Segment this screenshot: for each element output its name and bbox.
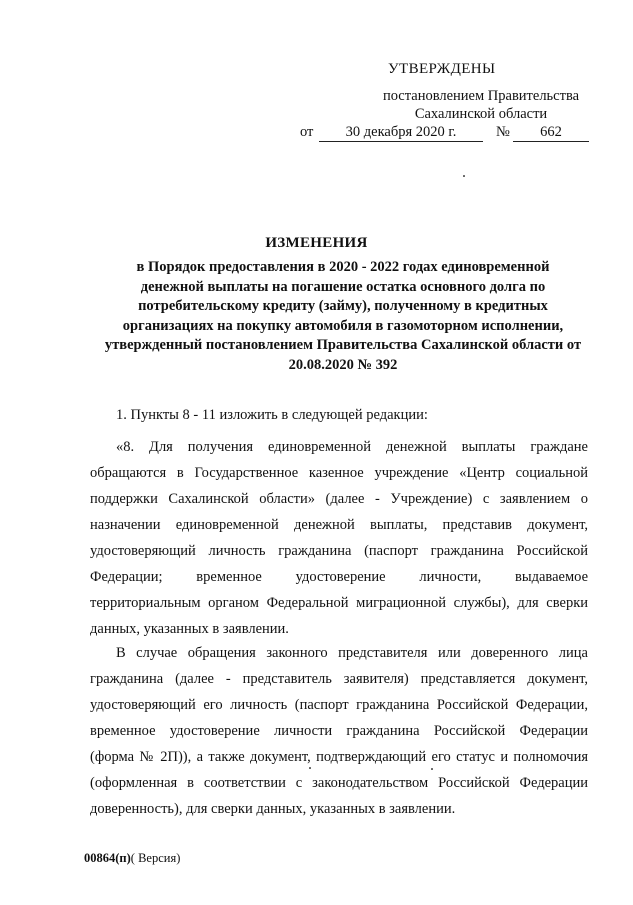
- approval-number: 662: [513, 124, 589, 142]
- paragraph-line: временное удостоверение личности гражданина Российской Федерации: [90, 723, 588, 739]
- approval-number-sign: №: [496, 124, 510, 140]
- paragraph-line: (оформленная в соответствии с законодательством Российской Федерации: [90, 775, 588, 791]
- point-1: [116, 402, 606, 428]
- paragraph-line: Федерации; временное удостоверение личности, выдаваемое: [90, 569, 588, 585]
- subtitle-line: организациях на покупку автомобиля в газомоторном исполнении,: [122, 317, 564, 334]
- scan-speck: [463, 175, 465, 177]
- approval-line-government: постановлением Правительства: [382, 88, 580, 104]
- approval-date-row: [300, 124, 600, 144]
- paragraph-line: гражданина (далее - представитель заявителя) представляется документ,: [90, 671, 588, 687]
- paragraph-line: (форма № 2П)), а также документ, подтверждающий его статус и полномочия: [90, 749, 588, 765]
- scan-speck: [309, 767, 311, 769]
- point-1-text: 1. Пункты 8 - 11 изложить в следующей редакции:: [116, 407, 428, 423]
- paragraph-line: доверенность), для сверки данных, указанных в заявлении.: [90, 801, 456, 817]
- paragraph-line: удостоверяющий личность гражданина (паспорт гражданина Российской: [90, 543, 588, 559]
- approval-from-label: от: [300, 124, 314, 140]
- document-subtitle: [78, 258, 608, 376]
- paragraph-line: обращаются в Государственное казенное учреждение «Центр социальной: [90, 465, 588, 481]
- subtitle-line: утвержденный постановлением Правительства Сахалинской области от: [104, 337, 582, 354]
- paragraph-line: назначении единовременной денежной выплаты, представив документ,: [90, 517, 588, 533]
- approval-date: 30 декабря 2020 г.: [319, 124, 483, 142]
- approval-title: УТВЕРЖДЕНЫ: [388, 61, 496, 77]
- scan-speck: [431, 768, 433, 770]
- paragraph-line: территориальным органом Федеральной миграционной службы), для сверки: [90, 595, 588, 611]
- footer-version: ( Версия): [130, 851, 181, 865]
- paragraph-line: «8. Для получения единовременной денежной выплаты граждане: [116, 439, 588, 455]
- paragraph-representative: [90, 640, 588, 822]
- subtitle-line: денежной выплаты на погашение остатка основного долга по: [140, 278, 546, 295]
- paragraph-line: удостоверяющий его личность (паспорт гражданина Российской Федерации,: [90, 697, 588, 713]
- paragraph-line: В случае обращения законного представителя или доверенного лица: [116, 645, 588, 661]
- footer-document-code: [84, 851, 180, 866]
- document-title: ИЗМЕНЕНИЯ: [265, 235, 368, 251]
- paragraph-line: поддержки Сахалинской области» (далее - Учреждение) с заявлением о: [90, 491, 588, 507]
- subtitle-line: в Порядок предоставления в 2020 - 2022 годах единовременной: [136, 259, 550, 275]
- footer-code: 00864(п): [84, 851, 131, 865]
- approval-line-region: Сахалинской области: [414, 106, 548, 122]
- paragraph-8: [90, 434, 588, 642]
- subtitle-line: 20.08.2020 № 392: [288, 356, 398, 373]
- paragraph-line: данных, указанных в заявлении.: [90, 621, 289, 637]
- subtitle-line: потребительскому кредиту (займу), полученному в кредитных: [138, 298, 548, 315]
